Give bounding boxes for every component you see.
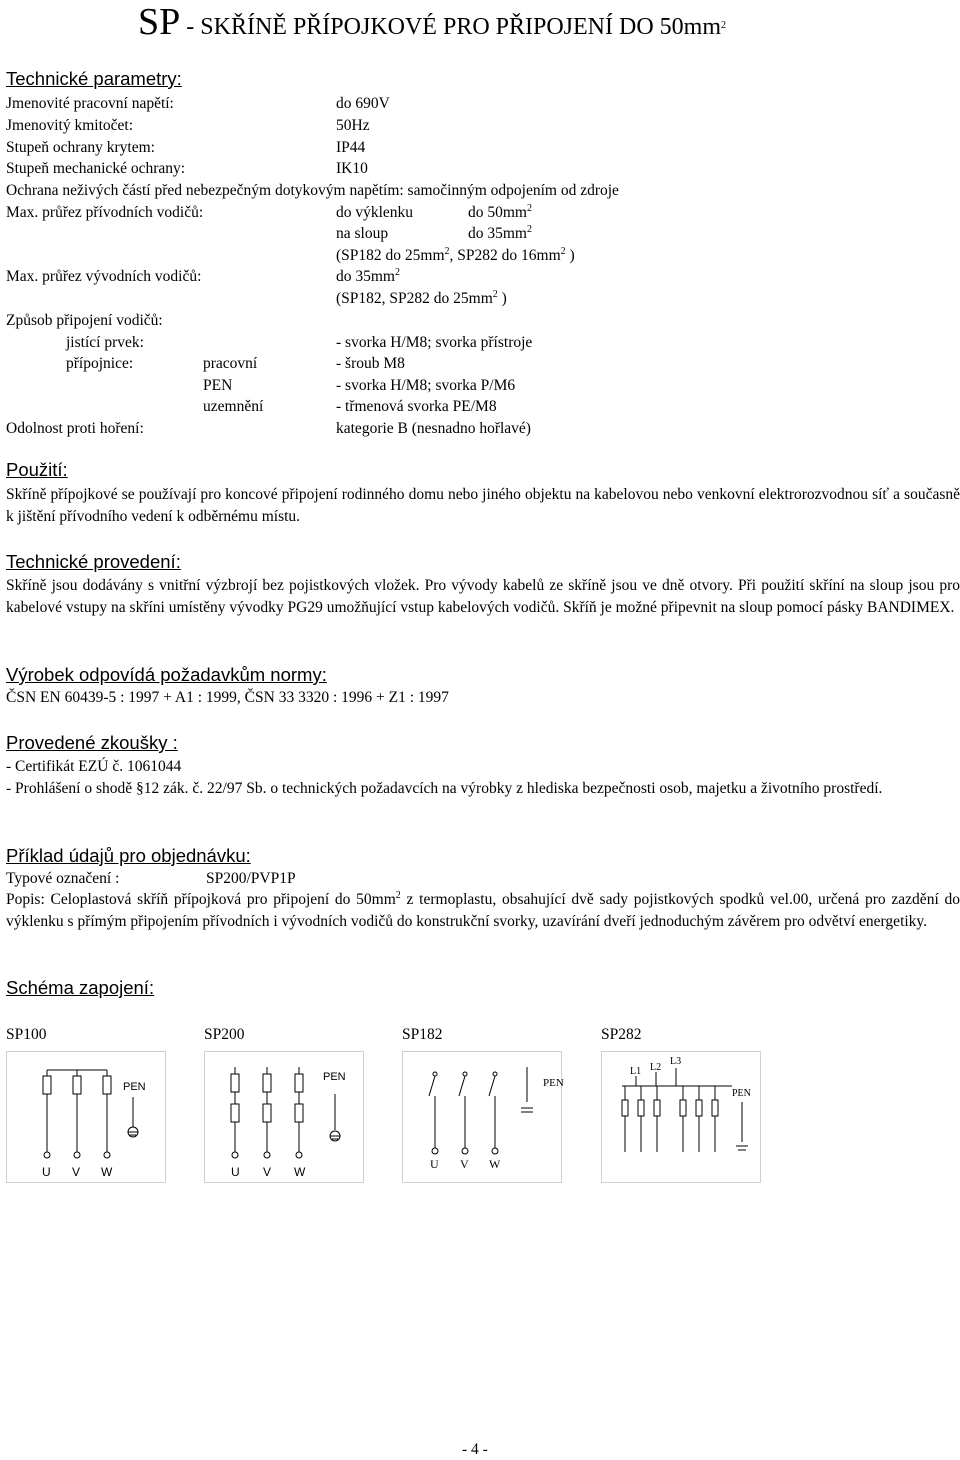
page-number: - 4 - xyxy=(462,1441,488,1458)
tests-line1: - Certifikát EZÚ č. 1061044 xyxy=(6,758,182,775)
sp100-terminal-w: W xyxy=(101,1165,113,1179)
diagram-sp182 xyxy=(402,1051,562,1183)
diagram-label-sp282: SP282 xyxy=(601,1026,642,1043)
diagram-sp100 xyxy=(6,1051,166,1183)
design-text: Skříně jsou dodávány s vnitřní výzbrojí bez pojistkových vložek. Pro vývody kabelů ze skříně jsou ve dně otvory. Při použití skříní na sloup jsou pro kabelové vstupy na skříni umístěny vývodky PG29 umožňující vstup kabelových vodičů. Skříň je možné připevnit na sloup pomocí pásky BANDIMEX. xyxy=(6,577,960,616)
title-prefix: SP xyxy=(138,1,181,43)
tests-line2: - Prohlášení o shodě §12 zák. č. 22/97 Sb. o technických požadavcích na výrobky z hlediska bezpečnosti osob, majetku a životního prostředí. xyxy=(6,780,883,797)
diagram-label-sp182: SP182 xyxy=(402,1026,443,1043)
wiring-diagram-sp282 xyxy=(602,1052,760,1182)
sp200-terminal-v: V xyxy=(263,1165,272,1179)
sp182-pen-label: PEN xyxy=(543,1077,564,1089)
param-value-frequency: 50Hz xyxy=(336,117,370,134)
bus-sub-earth: uzemnění xyxy=(203,398,264,415)
outlet-note: (SP182, SP282 do $25mm^2$ ) xyxy=(336,289,507,307)
connection-label: Způsob připojení vodičů: xyxy=(6,312,163,329)
sp200-terminal-w: W xyxy=(294,1165,306,1179)
fire-value: kategorie B (nesnadno hořlavé) xyxy=(336,420,531,437)
inlet-value2: do $35mm^2$ xyxy=(468,224,532,242)
wiring-diagram-sp182 xyxy=(403,1052,564,1182)
bus-sub-working: pracovní xyxy=(203,355,258,372)
param-label-voltage: Jmenovité pracovní napětí: xyxy=(6,95,174,112)
param-label-frequency: Jmenovitý kmitočet: xyxy=(6,117,133,134)
outlet-value: do $35mm^2$ xyxy=(336,267,400,285)
title-text: - SKŘÍNĚ PŘÍPOJKOVÉ PRO PŘIPOJENÍ DO 50mm xyxy=(180,14,722,40)
inlet-note: (SP182 do $25mm^2$, SP282 do $16mm^2$ ) xyxy=(336,246,575,264)
inlet-case2: na sloup xyxy=(336,225,389,242)
inlet-label: Max. průřez přívodních vodičů: xyxy=(6,204,204,221)
sp282-line-l1: L1 xyxy=(630,1066,642,1077)
sp100-terminal-v: V xyxy=(72,1165,81,1179)
bus-sub-pen: PEN xyxy=(203,377,233,394)
wiring-diagram-sp200 xyxy=(205,1052,363,1182)
norms-text: ČSN EN 60439-5 : 1997 + A1 : 1999, ČSN 33 3320 : 1996 + Z1 : 1997 xyxy=(6,689,449,706)
page-title xyxy=(138,0,726,44)
sp282-pen-label: PEN xyxy=(732,1088,751,1099)
protection-line: Ochrana neživých částí před nebezpečným dotykovým napětím: samočinným odpojením od zdroje xyxy=(6,182,619,199)
order-description: Popis: Celoplastová skříň přípojková pro připojení do $50mm^2$ z termoplastu, obsahující dvě sady pojistkových spodků vel.00, určená pro zazdění do výklenku s přímým připojením přívodních i vývodních vodičů do konstrukční svorky, uzavírání dveří jednoduchým závěrem pro odvětví energetiky. xyxy=(6,890,960,930)
schema-heading: Schéma zapojení: xyxy=(6,977,155,998)
usage-text: Skříně přípojkové se používají pro koncové připojení rodinného domu nebo jiného objektu na kabelovou nebo venkovní elektrorozvodnou síť a současně k jištění přívodního vedení k odběrnému místu. xyxy=(6,486,960,525)
diagram-label-sp100: SP100 xyxy=(6,1026,47,1043)
norms-heading: Výrobek odpovídá požadavkům normy: xyxy=(6,664,327,685)
breaker-value: - svorka H/M8; svorka přístroje xyxy=(336,334,533,351)
sp200-pen-label: PEN xyxy=(323,1071,346,1083)
sp282-line-l3: L3 xyxy=(670,1056,682,1067)
bus-label: přípojnice: xyxy=(66,355,134,372)
tests-heading: Provedené zkoušky : xyxy=(6,732,178,753)
title-sup: 2 xyxy=(721,20,727,31)
usage-heading: Použití: xyxy=(6,459,68,480)
sp100-terminal-u: U xyxy=(42,1165,51,1179)
param-value-ip: IP44 xyxy=(336,139,366,156)
sp200-terminal-u: U xyxy=(231,1165,240,1179)
sp100-pen-label: PEN xyxy=(123,1081,146,1093)
sp182-terminal-v: V xyxy=(460,1157,469,1171)
param-label-ik: Stupeň mechanické ochrany: xyxy=(6,160,186,177)
sp282-line-l2: L2 xyxy=(650,1062,662,1073)
inlet-case1: do výklenku xyxy=(336,204,414,221)
diagram-sp200 xyxy=(204,1051,364,1183)
diagram-label-sp200: SP200 xyxy=(204,1026,245,1043)
wiring-diagram-sp100 xyxy=(7,1052,165,1182)
design-heading: Technické provedení: xyxy=(6,551,181,572)
sp182-terminal-w: W xyxy=(489,1157,501,1171)
param-label-ip: Stupeň ochrany krytem: xyxy=(6,139,155,156)
sp182-terminal-u: U xyxy=(430,1157,439,1171)
bus-value-earth: - třmenová svorka PE/M8 xyxy=(336,398,497,415)
inlet-value1: do $50mm^2$ xyxy=(468,203,532,221)
param-value-ik: IK10 xyxy=(336,160,368,177)
breaker-label: jistící prvek: xyxy=(66,334,144,351)
outlet-label: Max. průřez vývodních vodičů: xyxy=(6,268,202,285)
param-value-voltage: do 690V xyxy=(336,95,390,112)
fire-label: Odolnost proti hoření: xyxy=(6,420,144,437)
tech-params-heading: Technické parametry: xyxy=(6,68,182,89)
bus-value-pen: - svorka H/M8; svorka P/M6 xyxy=(336,377,516,394)
diagram-sp282 xyxy=(601,1051,761,1183)
bus-value-working: - šroub M8 xyxy=(336,355,405,372)
order-type-label: Typové označení : xyxy=(6,870,120,887)
order-heading: Příklad údajů pro objednávku: xyxy=(6,845,251,866)
order-type-value: SP200/PVP1P xyxy=(206,870,296,887)
